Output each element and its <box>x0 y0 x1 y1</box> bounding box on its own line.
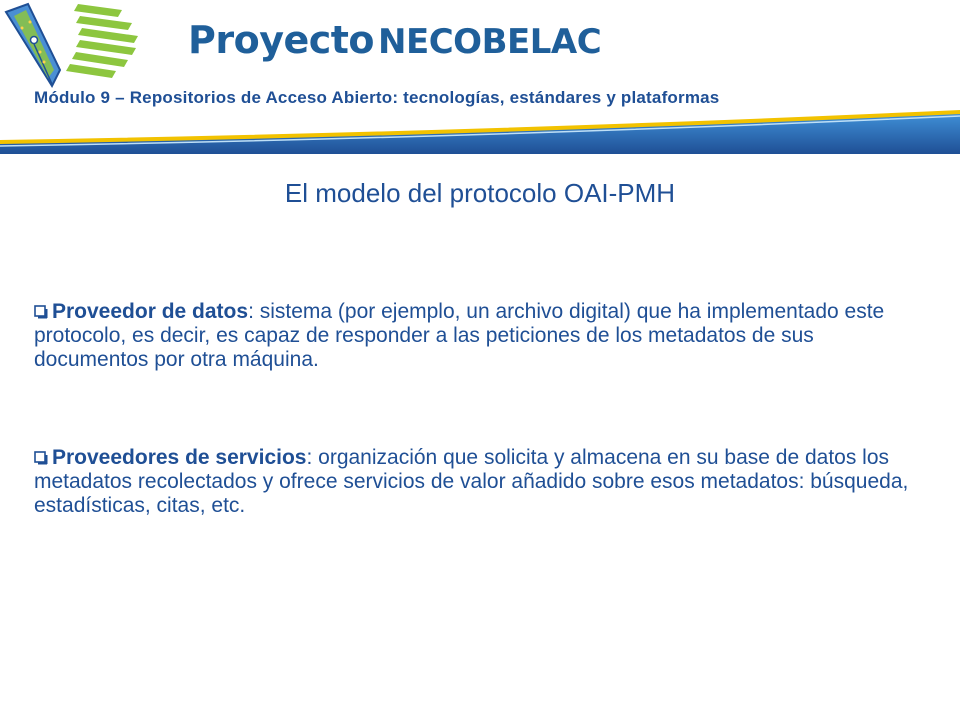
project-title-name: NECOBELAC <box>378 22 602 62</box>
project-title-prefix: Proyecto <box>188 18 375 62</box>
bullet-text: : sistema (por ejemplo, un archivo digital) que ha implementado este protocolo, es decir, es capaz de responder a las peticiones de los metadatos de sus documentos por otra máquina. <box>34 300 885 371</box>
bullet-term: Proveedores de servicios <box>52 446 307 469</box>
bullet-data-provider <box>34 300 934 372</box>
pen-nib-logo <box>0 0 150 92</box>
hollow-square-bullet-icon <box>34 451 48 465</box>
bullet-term: Proveedor de datos <box>52 300 249 323</box>
bullet-service-provider <box>34 446 934 518</box>
slide-title: El modelo del protocolo OAI-PMH <box>284 178 676 208</box>
bullet-text: : organización que solicita y almacena en su base de datos los metadatos recolectados y ofrece servicios de valor añadido sobre esos metadatos: búsqueda, estadísticas, citas, etc. <box>34 446 909 517</box>
hollow-square-bullet-icon <box>34 305 48 319</box>
header-swoosh-band <box>0 104 960 160</box>
project-title <box>188 18 601 62</box>
module-subtitle: Módulo 9 – Repositorios de Acceso Abierto: tecnologías, estándares y plataformas <box>34 88 720 107</box>
